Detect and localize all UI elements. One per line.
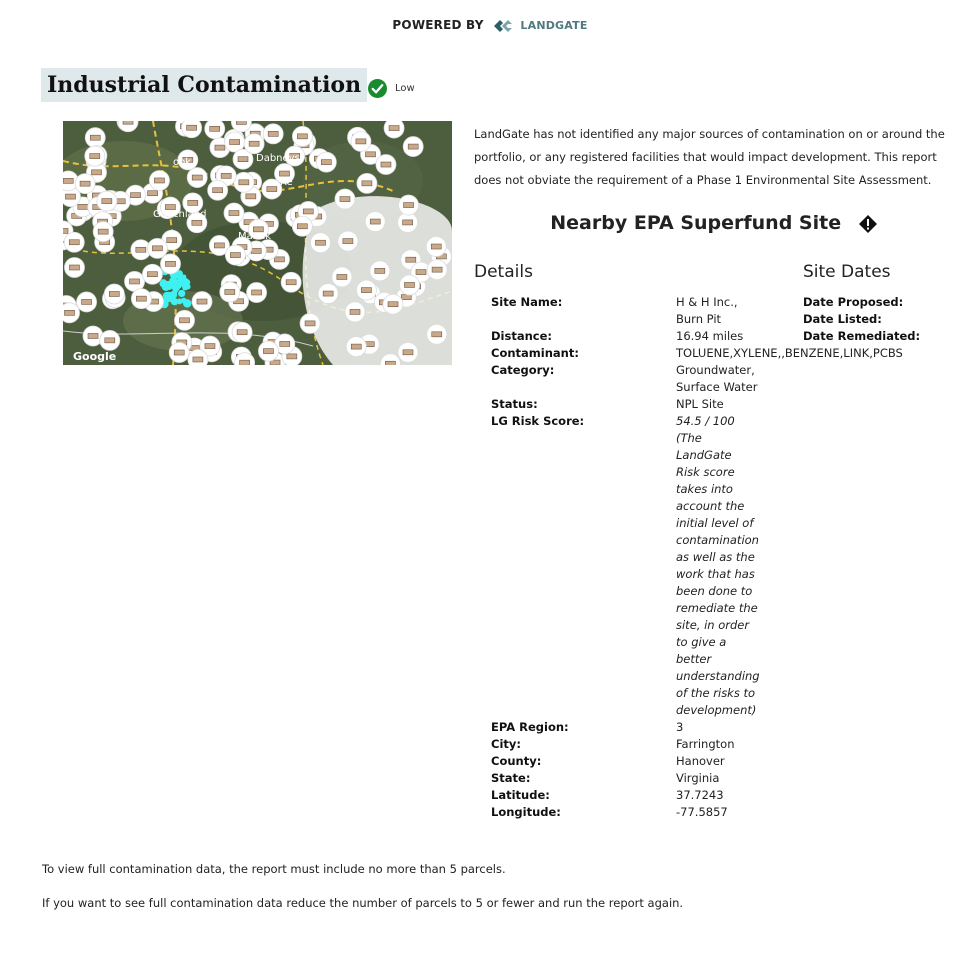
contamination-site-icon[interactable] [192,292,212,312]
contamination-site-icon[interactable] [346,337,366,357]
detail-value: 3 [676,720,684,734]
risk-level-label: Low [395,83,415,94]
contamination-site-icon[interactable] [85,128,105,148]
contamination-map[interactable] [63,121,452,365]
contamination-site-icon[interactable] [232,322,252,342]
contamination-site-icon[interactable] [182,121,202,138]
contamination-site-icon[interactable] [85,146,105,166]
site-dates-heading: Site Dates [803,262,891,282]
contamination-site-icon[interactable] [97,191,117,211]
contamination-site-icon[interactable] [258,341,278,361]
contamination-site-icon[interactable] [356,280,376,300]
landgate-logo-icon [494,20,512,32]
detail-label: LG Risk Score: [491,414,585,428]
contamination-site-icon[interactable] [318,284,338,304]
detail-row-site-name [491,294,781,328]
contamination-site-icon[interactable] [244,134,264,154]
contamination-site-icon[interactable] [142,264,162,284]
contamination-site-icon[interactable] [316,152,336,172]
site-dates [803,294,920,345]
contamination-site-icon[interactable] [338,231,358,251]
parcel-dot [181,298,187,304]
map-place-label: Goochland [153,209,207,220]
contamination-site-icon[interactable] [205,121,225,139]
contamination-site-icon[interactable] [357,173,377,193]
intro-paragraph: LandGate has not identified any major sources of contamination on or around the portfolio, or any registered facilities that would impact development. This report does not obviate the requirement of a Phase 1 Environmental Site Assessment. [474,127,945,187]
detail-label: EPA Region: [491,720,569,734]
detail-label: Site Name: [491,295,563,309]
epa-heading-text: Nearby EPA Superfund Site [550,212,842,234]
contamination-site-icon[interactable] [311,233,331,253]
contamination-site-icon[interactable] [104,284,124,304]
contamination-site-icon[interactable] [64,257,84,277]
risk-badge [368,79,415,98]
contamination-site-icon[interactable] [300,313,320,333]
epa-heading [474,212,954,234]
parcel-dot [178,290,185,297]
contamination-site-icon[interactable] [100,330,120,350]
detail-value: NPL Site [676,397,724,411]
contamination-site-icon[interactable] [63,303,80,323]
section-title: Industrial Contamination [47,72,362,98]
footer-note-1: To view full contamination data, the report must include no more than 5 parcels. [42,862,506,876]
detail-value: TOLUENE,XYLENE,,BENZENE,LINK,PCBS [676,346,903,360]
contamination-site-icon[interactable] [292,126,312,146]
contamination-site-icon[interactable] [398,342,418,362]
contamination-site-icon[interactable] [292,216,312,236]
detail-label: City: [491,737,521,751]
detail-row-latitude [491,787,781,804]
map-place-label: ook [173,157,192,168]
detail-row-city [491,736,781,753]
detail-value: 37.7243 [676,788,724,802]
contamination-site-icon[interactable] [399,275,419,295]
footer-note-2: If you want to see full contamination data reduce the number of parcels to 5 or fewer and run the report again. [42,896,684,910]
contamination-site-icon[interactable] [345,302,365,322]
contamination-site-icon[interactable] [426,237,446,257]
contamination-site-icon[interactable] [370,261,390,281]
date-remediated-label: Date Remediated: [803,329,921,343]
detail-label: Contaminant: [491,346,579,360]
contamination-site-icon[interactable] [427,260,447,280]
detail-label: Longitude: [491,805,561,819]
detail-row-state [491,770,781,787]
detail-row-category [491,362,781,396]
contamination-site-icon[interactable] [383,294,403,314]
details-heading: Details [474,262,533,282]
contamination-site-icon[interactable] [64,232,84,252]
detail-row-county [491,753,781,770]
detail-value: -77.5857 [676,805,728,819]
detail-value [676,413,758,719]
detail-label: State: [491,771,531,785]
contamination-site-icon[interactable] [77,292,97,312]
brand-name: LANDGATE [520,19,588,32]
contamination-site-icon[interactable] [175,310,195,330]
detail-row-longitude [491,804,781,821]
map-canvas [63,121,452,365]
map-place-label: Dabneys [256,153,300,164]
detail-label: County: [491,754,542,768]
contamination-site-icon[interactable] [376,155,396,175]
detail-label: Category: [491,363,555,377]
detail-value: Hanover [676,754,725,768]
contamination-site-icon[interactable] [169,343,189,363]
detail-value: Virginia [676,771,720,785]
detail-value: Farrington [676,737,735,751]
contamination-site-icon[interactable] [75,174,95,194]
map-place-label: Manak [238,231,272,242]
contamination-site-icon[interactable] [225,245,245,265]
risk-score-value: 54.5 / 100 [676,414,735,428]
contamination-site-icon[interactable] [398,212,418,232]
detail-row-contaminant [491,345,903,362]
warning-icon [858,214,878,234]
parcel-dot [163,292,171,300]
contamination-site-icon[interactable] [224,203,244,223]
contamination-site-icon[interactable] [220,282,240,302]
detail-label: Latitude: [491,788,550,802]
contamination-site-icon[interactable] [384,121,404,138]
contamination-site-icon[interactable] [399,195,419,215]
detail-value: H & H Inc., Burn Pit [676,295,738,326]
detail-value: Groundwater, Surface Water [676,363,758,394]
contamination-site-icon[interactable] [351,131,371,151]
contamination-site-icon[interactable] [149,170,169,190]
detail-row-region [491,719,781,736]
contamination-site-icon[interactable] [403,137,423,157]
contamination-site-icon[interactable] [332,267,352,287]
contamination-site-icon[interactable] [188,349,208,365]
map-place-label: Re [280,177,293,188]
contamination-site-icon[interactable] [187,168,207,188]
contamination-site-icon[interactable] [131,289,151,309]
detail-row-status [491,396,781,413]
parcel-dot [160,280,167,287]
detail-label: Distance: [491,329,552,343]
detail-row-distance [491,328,781,345]
risk-score-note: (The LandGate Risk score takes into account the initial level of contamination as well as the work that has been done to remediate the site, in order to give a better understanding of the risks to development) [676,431,760,717]
detail-row-risk-score [491,413,781,719]
contamination-site-icon[interactable] [281,272,301,292]
contamination-site-icon[interactable] [161,254,181,274]
detail-label: Status: [491,397,538,411]
detail-value: 16.94 miles [676,329,744,343]
powered-by-label: POWERED BY [392,18,484,32]
contamination-site-icon[interactable] [234,172,254,192]
map-attribution: Google [73,350,117,363]
date-listed-label: Date Listed: [803,312,882,326]
contamination-site-icon[interactable] [427,324,447,344]
contamination-site-icon[interactable] [263,124,283,144]
contamination-site-icon[interactable] [335,189,355,209]
contamination-site-icon[interactable] [147,238,167,258]
contamination-site-icon[interactable] [208,180,228,200]
parcel-dot [181,274,186,279]
check-circle-icon [368,79,387,98]
contamination-site-icon[interactable] [93,222,113,242]
date-proposed-label: Date Proposed: [803,295,904,309]
contamination-site-icon[interactable] [247,282,267,302]
contamination-site-icon[interactable] [365,212,385,232]
section-title-box [41,68,367,102]
powered-by-banner [0,18,980,32]
